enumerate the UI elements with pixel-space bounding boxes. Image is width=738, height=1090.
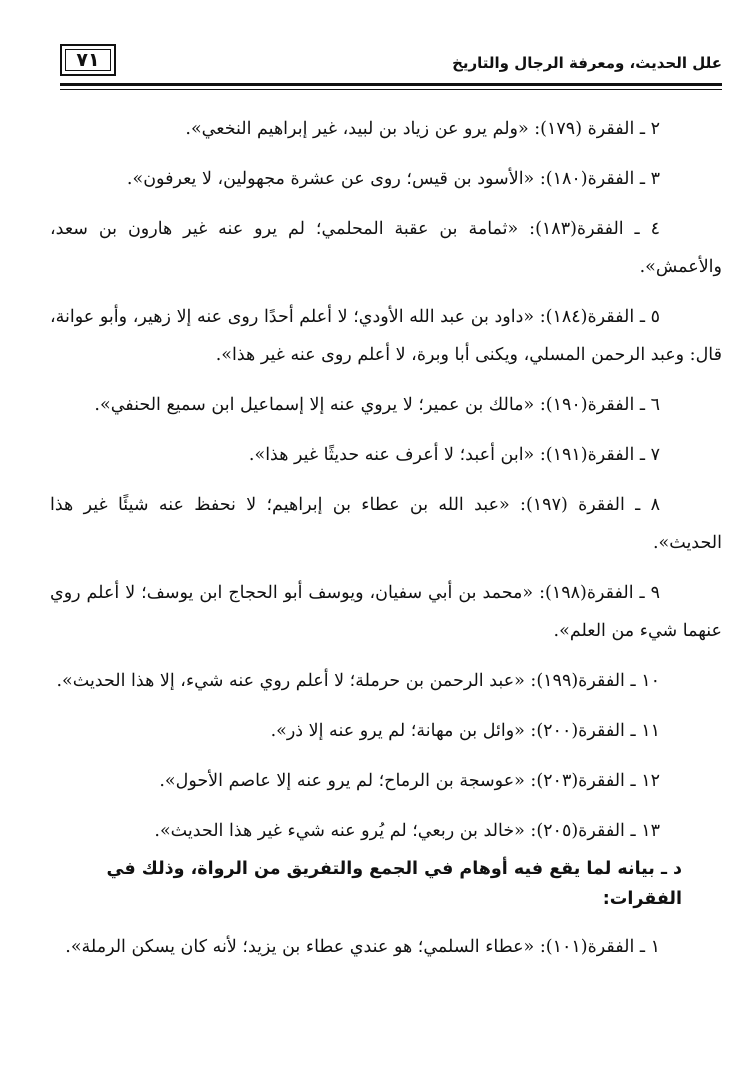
item-number: ١٢ [641, 771, 660, 791]
list-item: ٢ ـ الفقرة (١٧٩): «ولم يرو عن زياد بن لبيد، غير إبراهيم النخعي». [185, 119, 660, 139]
list-item: ١١ ـ الفقرة(٢٠٠): «وائل بن مهانة؛ لم يرو عنه إلا ذر». [270, 721, 660, 741]
item-label: الفقرة(١٨٤) [545, 307, 635, 327]
item-label: الفقرة(١٠١) [545, 937, 635, 957]
item-number: ٣ [650, 169, 660, 189]
item-text: «مالك بن عمير؛ لا يروي عنه إلا إسماعيل ابن سميع الحنفي». [94, 395, 535, 415]
item-number: ٥ [650, 307, 660, 327]
item-text: «ثمامة بن عقبة المحلمي؛ لم يرو عنه غير هارون بن سعد، والأعمش». [50, 219, 722, 277]
item-number: ١ [650, 937, 660, 957]
list-item: ١ ـ الفقرة(١٠١): «عطاء السلمي؛ هو عندي عطاء بن يزيد؛ لأنه كان يسكن الرملة». [65, 937, 660, 957]
item-label: الفقرة(١٩٩) [536, 671, 625, 691]
list-item: ١٠ ـ الفقرة(١٩٩): «عبد الرحمن بن حرملة؛ لا أعلم روي عنه شيء، إلا هذا الحديث». [56, 671, 660, 691]
item-text: «عبد الرحمن بن حرملة؛ لا أعلم روي عنه شيء، إلا هذا الحديث». [56, 671, 525, 691]
header-rule-thick [60, 83, 722, 86]
item-label: الفقرة(١٩٨) [544, 583, 634, 603]
header-rule-thin [60, 89, 722, 90]
item-number: ١١ [641, 721, 660, 741]
item-label: الفقرة (١٩٧) [525, 495, 625, 515]
item-label: الفقرة(٢٠٣) [536, 771, 625, 791]
item-text: «عطاء السلمي؛ هو عندي عطاء بن يزيد؛ لأنه كان يسكن الرملة». [65, 937, 535, 957]
section-heading: د ـ بيانه لما يقع فيه أوهام في الجمع والتفريق من الرواة، وذلك في الفقرات: [106, 859, 682, 909]
item-label: الفقرة(١٨٣) [535, 219, 624, 239]
item-label: الفقرة (١٧٩) [540, 119, 635, 139]
item-number: ٤ [650, 219, 660, 239]
item-label: الفقرة(٢٠٥) [536, 821, 625, 841]
list-item: ٦ ـ الفقرة(١٩٠): «مالك بن عمير؛ لا يروي عنه إلا إسماعيل ابن سميع الحنفي». [94, 395, 660, 415]
item-label: الفقرة(١٩٠) [545, 395, 635, 415]
item-number: ١٣ [641, 821, 660, 841]
list-item: ٤ ـ الفقرة(١٨٣): «ثمامة بن عقبة المحلمي؛ لم يرو عنه غير هارون بن سعد، والأعمش». [50, 219, 722, 277]
list-item: ٩ ـ الفقرة(١٩٨): «محمد بن أبي سفيان، ويوسف أبو الحجاج ابن يوسف؛ لا أعلم روي عنهما شيء من العلم». [50, 583, 722, 641]
item-label: الفقرة(١٩١) [545, 445, 635, 465]
list-item: ٨ ـ الفقرة (١٩٧): «عبد الله بن عطاء بن إبراهيم؛ لا نحفظ عنه شيئًا غير هذا الحديث». [50, 495, 722, 553]
page-header [60, 44, 722, 82]
item-label: الفقرة(٢٠٠) [536, 721, 625, 741]
list-item: ٣ ـ الفقرة(١٨٠): «الأسود بن قيس؛ روى عن عشرة مجهولين، لا يعرفون». [126, 169, 660, 189]
item-text: «داود بن عبد الله الأودي؛ لا أعلم أحدًا روى عنه إلا زهير، وأبو عوانة، قال: وعبد الرحمن المسلي، ويكنى أبا وبرة، لا أعلم روى عنه غير هذا». [50, 307, 722, 365]
item-text: «وائل بن مهانة؛ لم يرو عنه إلا ذر». [270, 721, 525, 741]
running-title: علل الحديث، ومعرفة الرجال والتاريخ [452, 54, 722, 72]
item-number: ٩ [650, 583, 660, 603]
item-number: ١٠ [641, 671, 660, 691]
item-number: ٢ [650, 119, 660, 139]
item-text: «ولم يرو عن زياد بن لبيد، غير إبراهيم النخعي». [185, 119, 529, 139]
page-number-box: ٧١ [60, 44, 116, 76]
item-text: «الأسود بن قيس؛ روى عن عشرة مجهولين، لا يعرفون». [126, 169, 535, 189]
page-content [50, 110, 722, 978]
list-item: ٧ ـ الفقرة(١٩١): «ابن أعبد؛ لا أعرف عنه حديثًا غير هذا». [248, 445, 660, 465]
list-item: ١٢ ـ الفقرة(٢٠٣): «عوسجة بن الرماح؛ لم يرو عنه إلا عاصم الأحول». [159, 771, 660, 791]
item-text: «عبد الله بن عطاء بن إبراهيم؛ لا نحفظ عنه شيئًا غير هذا الحديث». [50, 495, 722, 553]
item-label: الفقرة(١٨٠) [545, 169, 635, 189]
item-text: «خالد بن ربعي؛ لم يُرو عنه شيء غير هذا الحديث». [154, 821, 525, 841]
list-item: ٥ ـ الفقرة(١٨٤): «داود بن عبد الله الأودي؛ لا أعلم أحدًا روى عنه إلا زهير، وأبو عوانة، قال: وعبد الرحمن المسلي، ويكنى أبا وبرة، لا أعلم روى عنه غير هذا». [50, 307, 722, 365]
item-text: «محمد بن أبي سفيان، ويوسف أبو الحجاج ابن يوسف؛ لا أعلم روي عنهما شيء من العلم». [50, 583, 722, 641]
item-text: «ابن أعبد؛ لا أعرف عنه حديثًا غير هذا». [248, 445, 535, 465]
item-text: «عوسجة بن الرماح؛ لم يرو عنه إلا عاصم الأحول». [159, 771, 525, 791]
item-number: ٨ [650, 495, 660, 515]
list-item: ١٣ ـ الفقرة(٢٠٥): «خالد بن ربعي؛ لم يُرو عنه شيء غير هذا الحديث». [154, 821, 660, 841]
item-number: ٦ [650, 395, 660, 415]
item-number: ٧ [650, 445, 660, 465]
